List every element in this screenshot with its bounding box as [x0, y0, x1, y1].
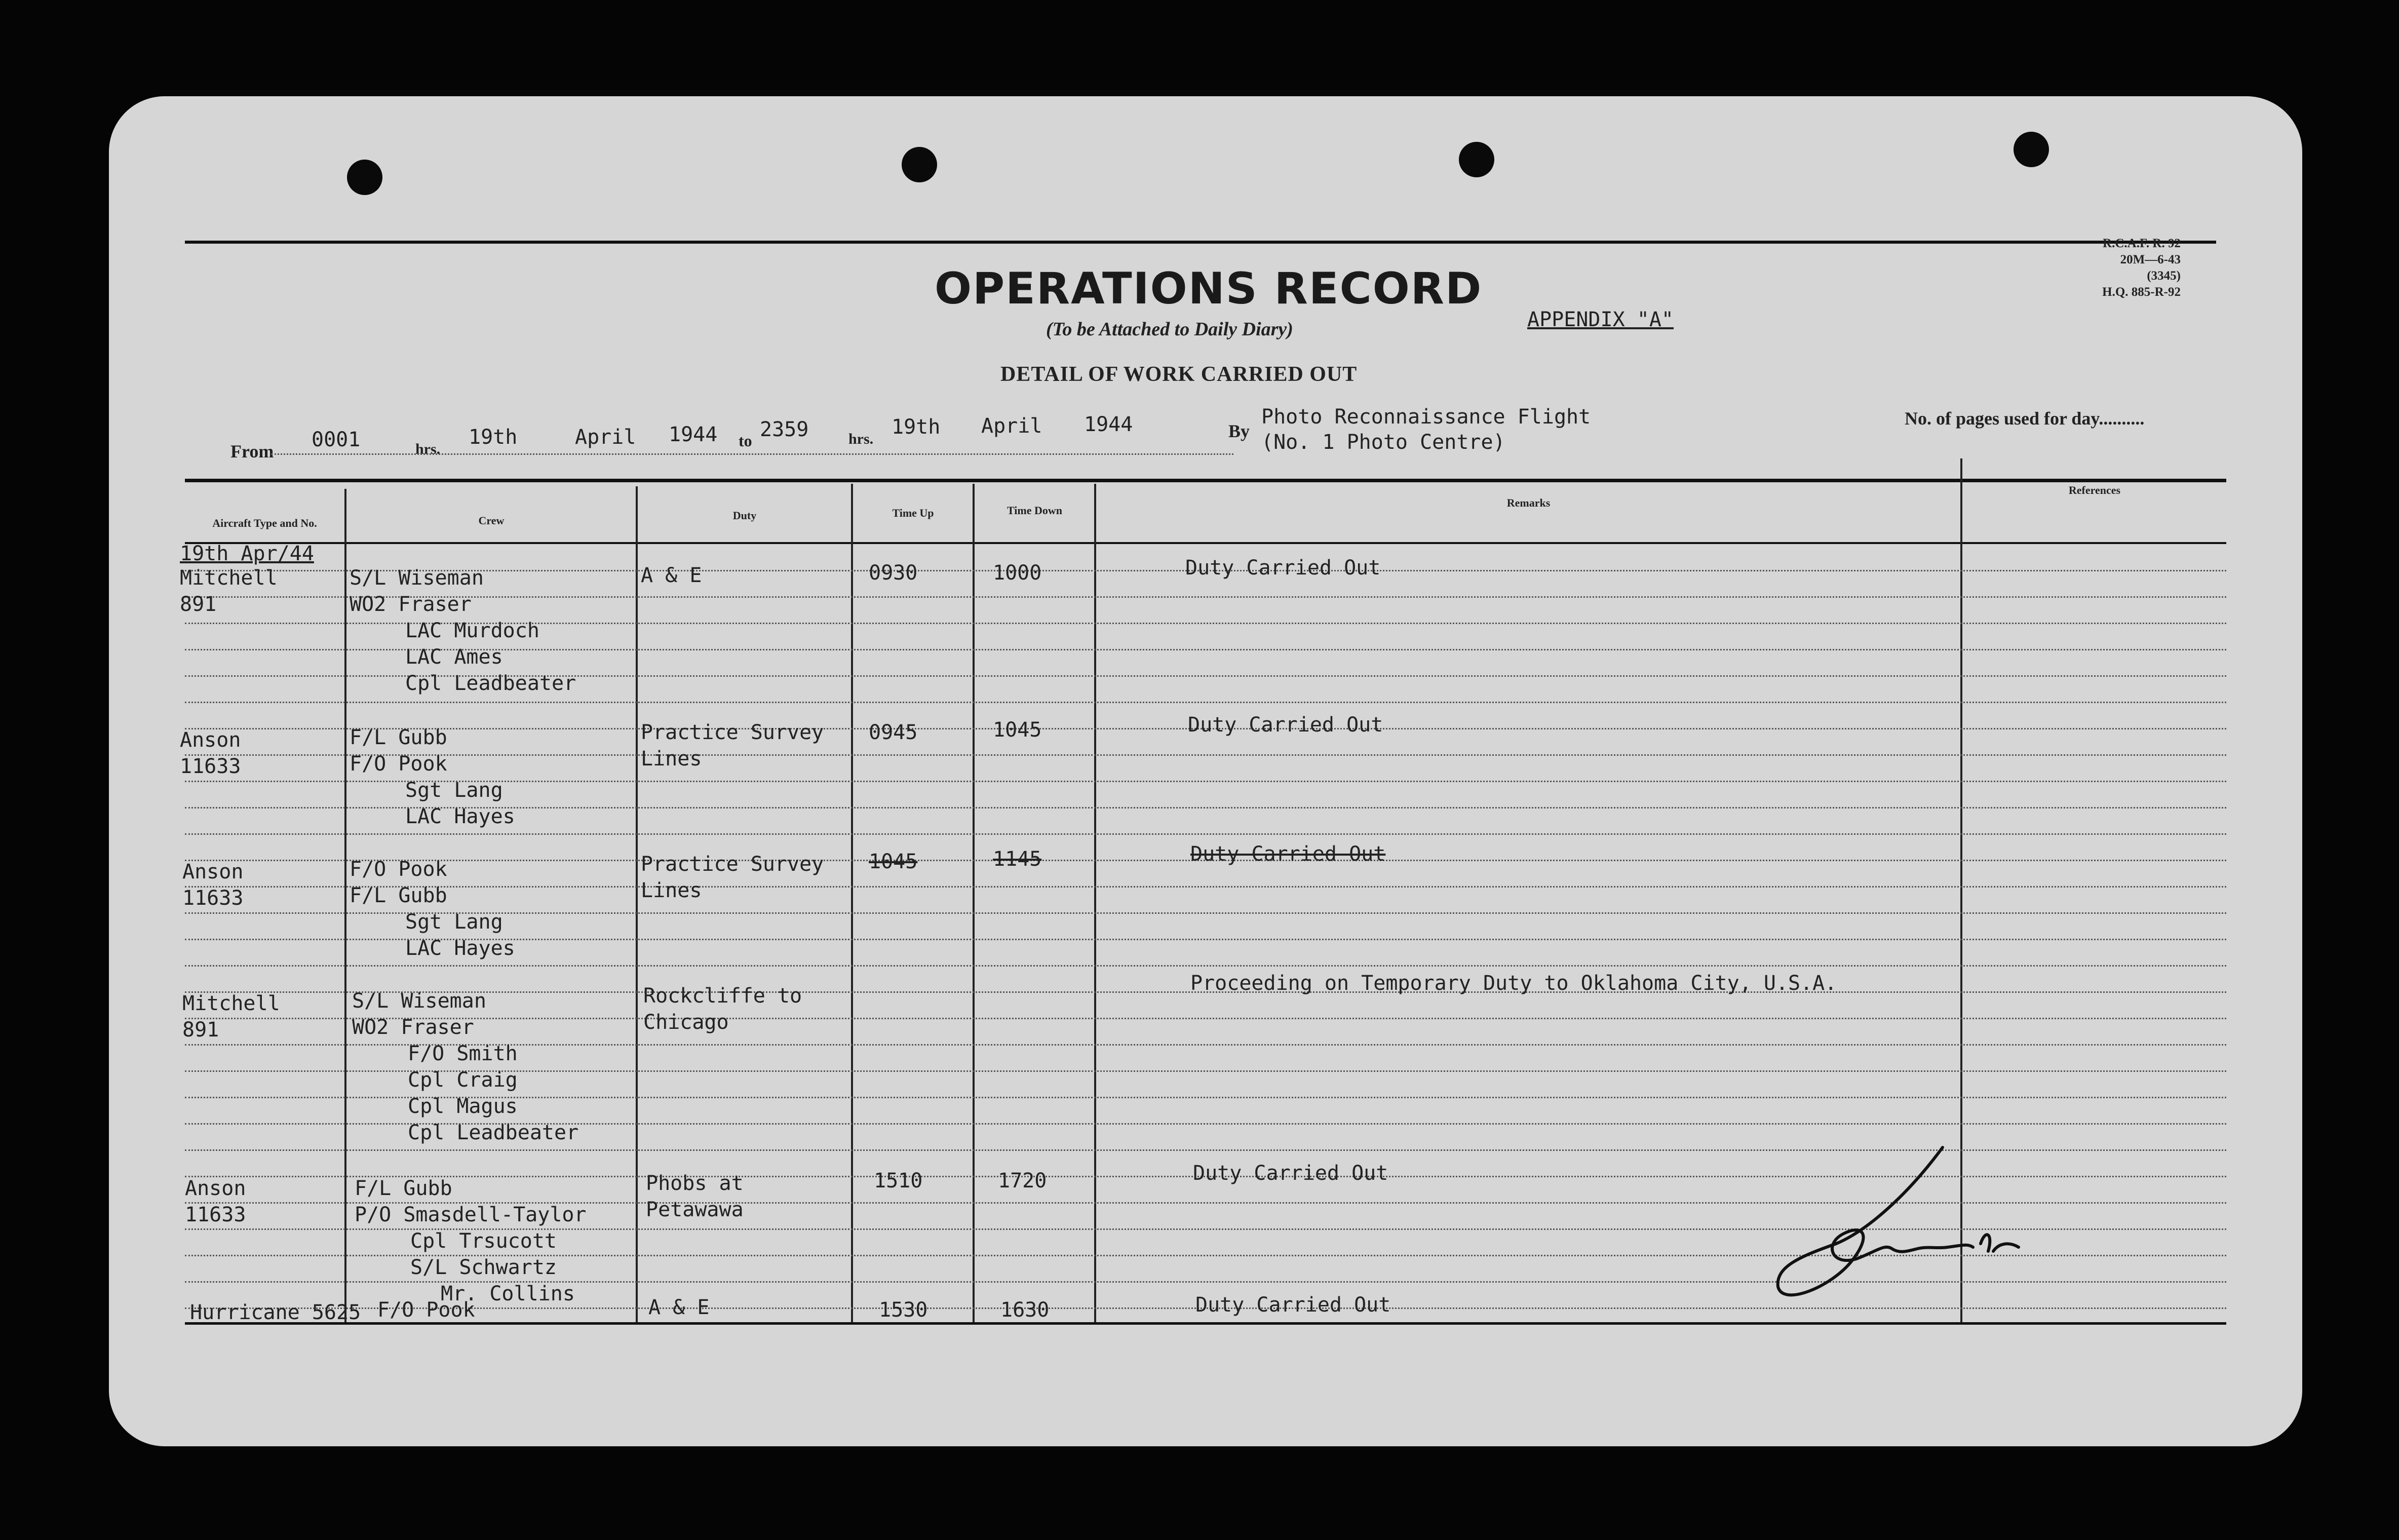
duty-cell: Phobs at Petawawa	[646, 1172, 744, 1221]
aircraft-cell: Hurricane 5625	[190, 1301, 361, 1324]
from-year: 1944	[669, 423, 718, 446]
table-bottom-rule	[185, 1322, 2226, 1325]
form-code: R.C.A.F. R. 92 20M—6-43 (3345) H.Q. 885-R-92	[2102, 237, 2181, 299]
column-divider	[636, 486, 638, 1322]
crew-cell: F/L Gubb P/O Smasdell-Taylor Cpl Trsucott S/L Schwartz Mr. Collins	[355, 1177, 587, 1305]
pages-used-label: No. of pages used for day..........	[1905, 408, 2145, 429]
unit-line-2: (No. 1 Photo Centre)	[1261, 431, 1505, 454]
aircraft-cell: Anson 11633	[180, 728, 241, 778]
hrs-label: hrs.	[848, 431, 874, 447]
aircraft-cell: Anson 11633	[185, 1177, 246, 1226]
punch-hole	[347, 160, 382, 195]
crew-cell: F/L Gubb F/O Pook Sgt Lang LAC Hayes	[350, 726, 515, 828]
column-divider	[344, 489, 346, 1322]
remarks-cell: Duty Carried Out	[1185, 556, 1381, 580]
column-header-duty: Duty	[732, 509, 757, 522]
to-label: to	[739, 432, 752, 450]
to-day: 19th	[892, 415, 941, 439]
form-subtitle: (To be Attached to Daily Diary)	[1046, 319, 1293, 340]
column-header-references: References	[2068, 484, 2121, 496]
crew-cell: F/O Pook	[377, 1298, 475, 1322]
appendix-label: APPENDIX "A"	[1527, 308, 1674, 331]
remarks-cell: Proceeding on Temporary Duty to Oklahoma City, U.S.A.	[1190, 972, 1837, 995]
column-header-aircraft: Aircraft Type and No.	[212, 517, 317, 529]
from-day: 19th	[469, 426, 518, 449]
form-title: OPERATIONS RECORD	[935, 263, 1483, 314]
punch-hole	[2014, 132, 2049, 167]
time-down-cell: 1000	[993, 561, 1042, 585]
period-dotted-line	[271, 453, 1233, 455]
punch-hole	[902, 147, 937, 182]
operations-record-card	[109, 96, 2302, 1446]
time-up-cell: 0945	[869, 721, 918, 744]
time-up-cell: 1045	[869, 850, 918, 873]
time-up-cell: 1510	[874, 1169, 923, 1192]
top-rule	[185, 241, 2216, 244]
aircraft-cell: Mitchell 891	[182, 992, 280, 1042]
handwritten-signature	[1755, 1135, 2059, 1317]
time-down-cell: 1145	[993, 848, 1042, 871]
duty-cell: Practice Survey Lines	[641, 721, 824, 771]
duty-cell: A & E	[648, 1296, 710, 1319]
crew-cell: S/L Wiseman WO2 Fraser F/O Smith Cpl Craig Cpl Magus Cpl Leadbeater	[352, 989, 579, 1144]
punch-hole	[1459, 142, 1494, 177]
time-down-cell: 1045	[993, 718, 1042, 742]
aircraft-cell: Anson 11633	[182, 860, 244, 910]
time-down-cell: 1720	[998, 1169, 1047, 1192]
time-up-cell: 1530	[879, 1298, 928, 1322]
time-down-cell: 1630	[1000, 1298, 1050, 1322]
from-time: 0001	[312, 428, 361, 451]
remarks-cell: Duty Carried Out	[1195, 1293, 1391, 1317]
to-month: April	[981, 414, 1042, 438]
date-entry: 19th Apr/44	[180, 542, 314, 565]
remarks-cell: Duty Carried Out	[1188, 713, 1383, 737]
duty-cell: Practice Survey Lines	[641, 853, 824, 902]
remarks-cell: Duty Carried Out	[1193, 1162, 1388, 1185]
header-rule	[185, 542, 2226, 544]
from-label: From	[230, 441, 274, 461]
ruled-line	[185, 833, 2226, 835]
column-divider	[851, 484, 853, 1322]
section-title: DETAIL OF WORK CARRIED OUT	[1000, 363, 1358, 386]
ruled-line	[185, 965, 2226, 967]
unit-line-1: Photo Reconnaissance Flight	[1261, 405, 1591, 429]
crew-cell: F/O Pook F/L Gubb Sgt Lang LAC Hayes	[350, 858, 515, 960]
duty-cell: Rockcliffe to Chicago	[643, 984, 802, 1034]
hrs-label: hrs.	[415, 441, 441, 457]
aircraft-cell: Mitchell 891	[180, 566, 278, 616]
table-top-rule	[185, 479, 2226, 482]
ruled-line	[185, 702, 2226, 703]
crew-cell: S/L Wiseman WO2 Fraser LAC Murdoch LAC Ames Cpl Leadbeater	[350, 566, 576, 695]
by-label: By	[1228, 421, 1250, 441]
to-year: 1944	[1084, 413, 1133, 436]
column-divider	[973, 484, 975, 1322]
column-header-crew: Crew	[478, 514, 505, 527]
duty-cell: A & E	[641, 564, 702, 587]
column-header-time-down: Time Down	[1007, 504, 1062, 517]
column-header-remarks: Remarks	[1506, 496, 1551, 509]
to-time: 2359	[760, 418, 809, 441]
column-header-time-up: Time Up	[892, 507, 934, 519]
column-divider	[1094, 484, 1096, 1322]
time-up-cell: 0930	[869, 561, 918, 585]
remarks-cell: Duty Carried Out	[1190, 842, 1386, 866]
from-month: April	[575, 426, 636, 449]
